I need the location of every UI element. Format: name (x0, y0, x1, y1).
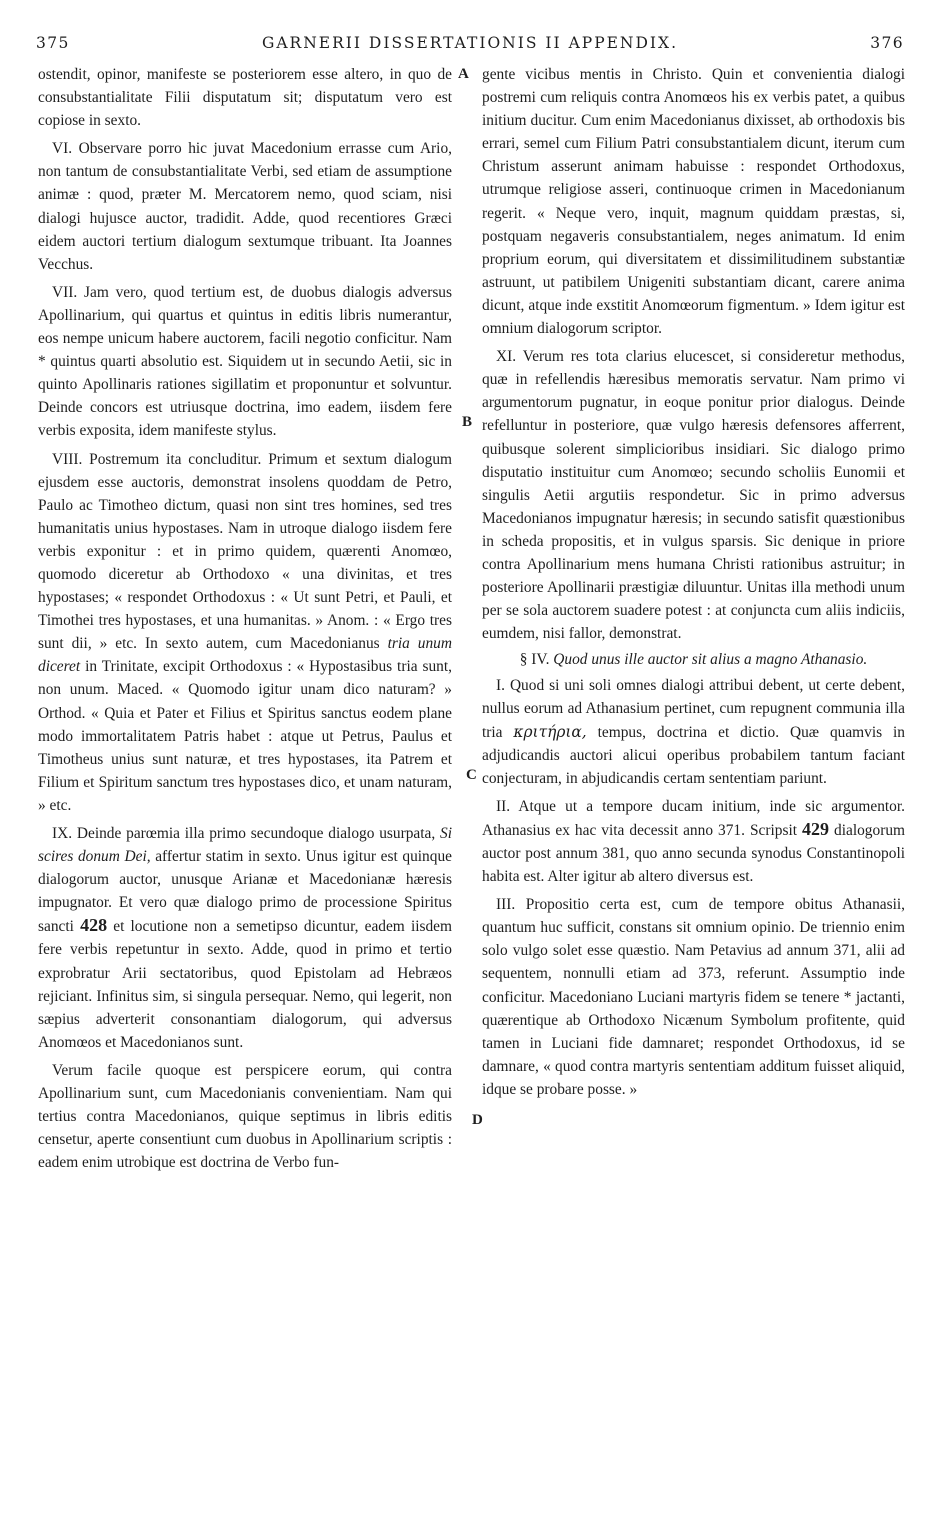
paragraph-ix (38, 822, 452, 1054)
right-page-number: 376 (870, 34, 904, 52)
paragraph: gente vicibus mentis in Christo. Quin et convenientia dialogi postremi cum reliquis contra Anomœos his ex verbis patet, a quibus initium ducitur. Cum enim Macedonianus dixisset, ab orthodoxis bis errari, semel cum Filium Patri consubstantialem dicunt, iterum cum Christum asserunt animam habuisse : respondet Orthodoxus, utrumque religiose asseri, continuoque crimen in Macedonianum regerit. « Neque vero, inquit, magnum quiddam præstas, si, postquam negaveris consubstantialem, neges animatum. Id enim proprium eorum, qui diversitatem et dissimilitudinem substantiæ astruunt, ut patibilem Unigeniti substantiam dicant, carere anima dicunt, atque inde exstitit Anomœorum figmentum. » Idem igitur est omnium dialogorum scriptor. (482, 66, 905, 338)
right-column (482, 63, 905, 1106)
text-span: II. Atque ut a tempore ducam initium, inde sic argumentor. Athanasius ex hac vita decessit anno 371. Scripsit (482, 797, 905, 839)
paragraph-vii: VII. Jam vero, quod tertium est, de duobus dialogis adversus Apollinarium, qui quartus et quintus in editis libris numerantur, eos nempe unicum habere auctorem, facili negotio conficitur. Nam * quintus quarti absolutio est. Siquidem ut in secundo Aetii, sic in quinto Apollinaris rationes sigillatim et proponuntur et solvuntur. Deinde concors est utriusque doctrina, imo eadem, iisdem fere verbis exposita, idem manifeste stylus. (38, 283, 452, 440)
greek-term: κριτήρια, (513, 722, 587, 741)
paragraph-xi: XI. Verum res tota clarius elucescet, si consideretur methodus, quæ in refellendis hæresibus memoratis servatur. Nam primo vi argumentorum pugnatur, in eoque ponitur prior dialogus. Deinde refelluntur in posteriore, quæ vulgo hæresis defensores afferrent, quibusque solerent simplicioribus insidiari. Sic dialogo primo disputatio instituitur cum Anomœo; secundo scholiis Eunomii et singulis Aetii argutiis respondetur. Sic in primo adversus Macedonianos impugnatur hæresis; in secundo satisfit quæstionibus in scheda propositis, et in vulgus sparsis. Sic denique in priore contra Apollinarium mens humana Christi rationibus astruitur; in posteriore Apollinarii præstigiæ diluuntur. Unitas illa methodi unum per se sola auctorem suadere potest : at conjuncta cum aliis indiciis, eumdem, nisi fallor, demonstrat. (482, 348, 905, 643)
text-span: dialogorum auctor post annum 381, quo anno secunda synodus Constantinopoli habita est. Alter igitur ab altero diversus est. (482, 821, 905, 886)
margin-marker-c: C (466, 767, 477, 783)
margin-marker-b: B (462, 414, 473, 430)
text-span: IX. Deinde parœmia illa primo secundoque dialogo usurpata, (52, 825, 436, 842)
text-span: et locutione non a semetipso dicuntur, eadem iisdem fere verbis repetuntur in sexto. Adde, quod in primo et tertio exprobratur Arii sectatoribus, quod Epistolam ad Hebræos rejiciant. Infinitus sim, si singula persequar. Nemo, qui legerit, non sæpius adverterit consonantiam dialogorum, qui adversus Anomœos et Macedonianos sunt. (38, 918, 452, 1051)
italic-quote: Si scires donum Dei, (38, 825, 452, 866)
paragraph-ii (482, 795, 905, 888)
left-column (38, 63, 452, 1179)
margin-marker-d: D (472, 1112, 483, 1128)
paragraph-vi: VI. Observare porro hic juvat Macedonium errasse cum Ario, non tantum de consubstantialitate Verbi, sed etiam de assumptione animæ : quod, præter M. Mercatorem nemo, quod sciam, nisi dialogi hujusce auctor, tradidit. Adde, quod recentiores Græci eidem auctori tertium dialogum sextumque tribuant. Ita Joannes Vecchus. (38, 140, 452, 273)
left-page-number: 375 (36, 34, 70, 52)
text-span: affertur statim in sexto. Unus igitur est quinque dialogorum auctor, unusque Arianæ et Macedonianæ hæresis impugnator. Et vero quæ dialogo primo de processione Spiritus sancti (38, 848, 452, 936)
paragraph-viii (38, 448, 452, 818)
paragraph-i (482, 674, 905, 789)
text-span: tempus, doctrina et dictio. Quæ quamvis in adjudicandis auctori alicui operibus probabilem tantum faciant conjecturam, in abjudicandis certam sententiam pariunt. (482, 723, 905, 787)
running-title: GARNERII DISSERTATIONIS II APPENDIX. (261, 34, 679, 52)
section-title: Quod unus ille auctor sit alius a magno Athanasio. (553, 651, 868, 669)
section-heading (482, 650, 905, 669)
paragraph-iii: III. Propositio certa est, cum de tempore obitus Athanasii, quantum huc sufficit, constans sit omnium opinio. De triennio enim solo vulgo solet esse quæstio. Nam Petavius ad annum 371, alii ad sequentem, nonnulli etiam ad 373, referunt. Assumptio inde conficitur. Macedoniano Luciani martyris fidem se tenere * jactanti, quærentique ab Orthodoxo Nicænum Symbolum profitente, quid tamen in Luciani fide damnaret; respondet Orthodoxus, id se damnare, « quod contra martyris sententiam additum fuisset aliquid, idque se probare posse. » (482, 896, 905, 1098)
running-header (36, 34, 904, 64)
paragraph: ostendit, opinor, manifeste se posteriorem esse altero, in quo de consubstantialitate Filii disputatum sit; disputatum vero est copiose in sexto. (38, 66, 452, 130)
text-span: I. Quod si uni soli omnes dialogi attribui debent, ut certe debent, nullus eorum ad Athanasium pertinet, cum repugnent communia illa tria (482, 677, 905, 741)
italic-quote: tria unum diceret (38, 635, 452, 676)
section-number: § IV. (519, 651, 550, 669)
text-span: VIII. Postremum ita concluditur. Primum et sextum dialogum ejusdem esse auctoris, demonstrat insolens quoddam de Petro, Paulo ac Timotheo dictum, quasi non sint tres homines, sed tres humanitatis unius hypostases. Nam in utroque dialogo iisdem fere verbis exponitur : et in primo quidem, quærenti Anomœo, quomodo diceretur ab Orthodoxo « una divinitas, et tres hypostases; « respondet Orthodoxus : « Ut sunt Petri, et Pauli, et Timothei tres hypostases, et una humanitas. » Anom. : « Ergo tres sunt dii, » etc. In sexto autem, cum Macedonianus (38, 450, 452, 653)
paragraph: Verum facile quoque est perspicere eorum, qui contra Apollinarium sunt, cum Macedonianis convenientiam. Nam qui tertius contra Macedonianos, quique septimus in libris editis censetur, aperte consentiunt cum duobus in Apollinarium scriptis : eadem enim utrobique est doctrina de Verbo fun- (38, 1061, 452, 1172)
margin-marker-a: A (458, 66, 469, 82)
column-number-429: 429 (802, 818, 830, 839)
column-number-428: 428 (80, 915, 108, 936)
text-span: in Trinitate, excipit Orthodoxus : « Hypostasibus tria sunt, non unum. Maced. « Quomodo igitur unam dico naturam? » Orthod. « Quia et Pater et Filius et Spiritus sanctus eodem plane modo immortalitatem Patris habet : atque ut Petrus, Paulus et Timotheus unius sunt naturæ, et tres hypostases, ita Patrem et Filium et Spiritum sanctum tres hypostases dico, et unam naturam, » etc. (38, 658, 452, 814)
